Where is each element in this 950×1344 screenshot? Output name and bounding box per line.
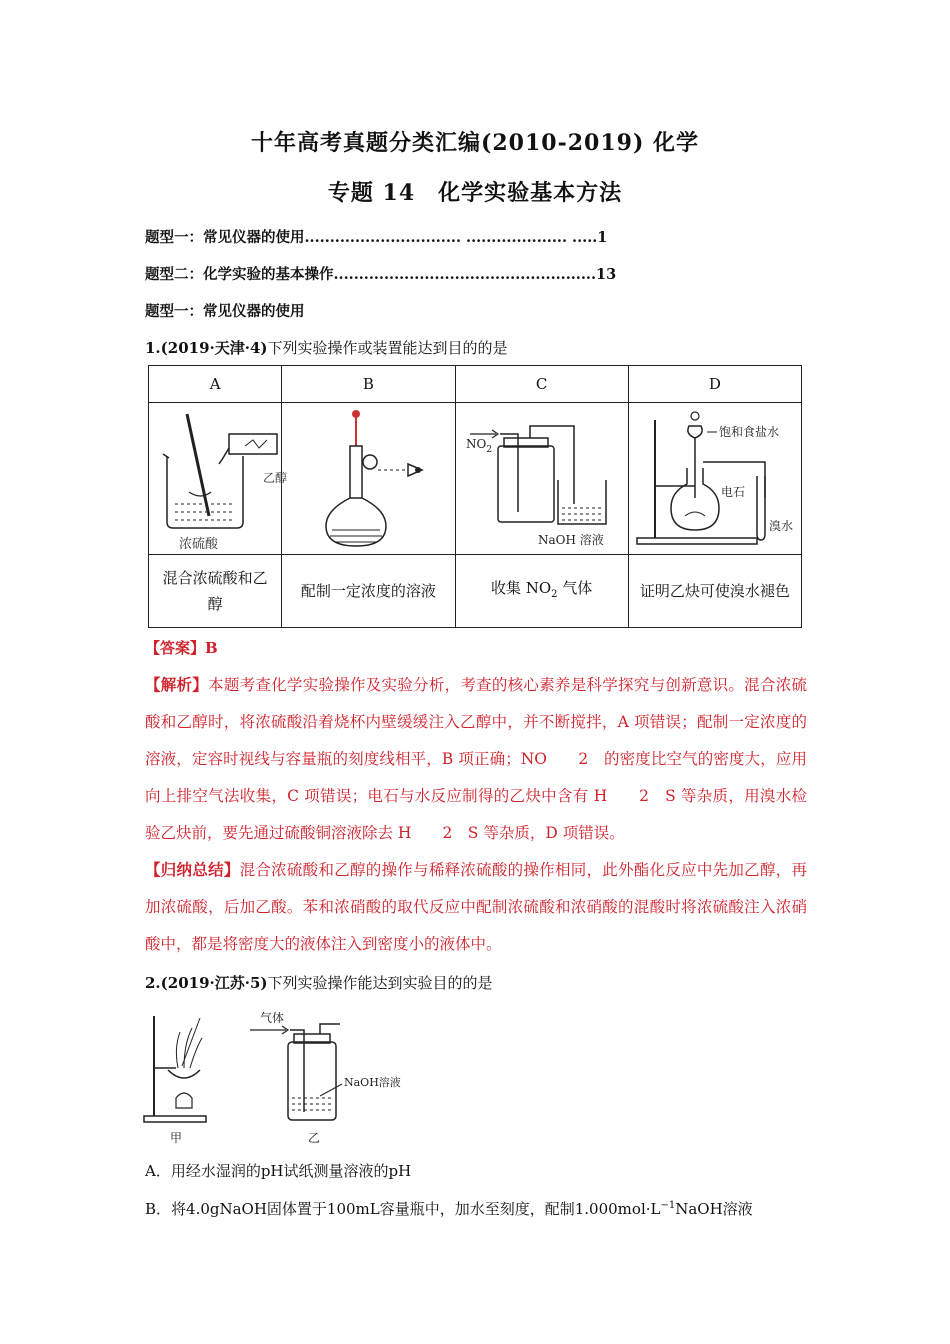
label-jia: 甲: [170, 1131, 183, 1145]
figure-b-cell: [282, 403, 455, 555]
figure-c-gas-collection: [456, 404, 628, 554]
q1-stem: [145, 337, 508, 358]
figure-c-cell: [455, 403, 628, 555]
label-gas: 气体: [260, 1011, 285, 1025]
col-header-d: D: [628, 366, 801, 403]
q1-summary: 【归纳总结】混合浓硫酸和乙醇的操作与稀释浓硫酸的操作相同，此外酯化反应中先加乙醇，再加浓硫酸，后加乙酸。苯和浓硝酸的取代反应中配制浓硫酸和浓硝酸的混酸时将浓硫酸注入浓硝酸中，都是将密度大的液体注入到密度小的液体中。: [145, 860, 807, 953]
q2-option-a: A．用经水湿润的pH试纸测量溶液的pH: [145, 1162, 412, 1180]
label-calcium-carbide: 电石: [720, 484, 745, 499]
caption-c: 收集 $NO_2$ 气体: [455, 555, 628, 628]
col-header-b: B: [282, 366, 455, 403]
section-title: 题型一：常见仪器的使用: [145, 303, 305, 320]
figure-b-volumetric-flask: [282, 404, 454, 554]
q1-analysis: 【解析】本题考查化学实验操作及实验分析，考查的核心素养是科学探究与创新意识。混合浓硫酸和乙醇时，将浓硫酸沿着烧杯内壁缓缓注入乙醇中，并不断搅拌，A 项错误；配制一定浓度的溶液，定容时视线与容量瓶的刻度线相平，B 项正确；NO 2 的密度比空气的密度大，应用向上排空气法收集，C 项错误；电石与水反应制得的乙炔中含有 H 2 S 等杂质，用溴水检验乙炔前，要先通过硫酸铜溶液除去 H 2 S 等杂质，D 项错误。: [145, 675, 807, 842]
figure-d-cell: [628, 403, 801, 555]
q2-apparatus: [140, 1008, 440, 1148]
label-naoh-c: NaOH 溶液: [537, 532, 604, 547]
caption-b: 配制一定浓度的溶液: [282, 555, 455, 628]
figure-d-acetylene-apparatus: [629, 404, 801, 554]
q1-options-table: [148, 365, 802, 628]
col-header-a: A: [149, 366, 282, 403]
label-yi: 乙: [308, 1131, 321, 1145]
q1-answer: 【答案】B: [145, 639, 218, 657]
document-title: 十年高考真题分类汇编(2010-2019) 化学: [250, 130, 700, 156]
q1-stem-text: 下列实验操作或装置能达到目的的是: [267, 339, 508, 357]
label-no2: $NO_2$: [465, 436, 492, 455]
label-conc-sulfuric: 浓硫酸: [179, 536, 219, 552]
caption-d: 证明乙炔可使溴水褪色: [628, 555, 801, 628]
q1-source: 1.(2019·天津·4): [145, 339, 268, 357]
q2-stem-text: 下列实验操作能达到实验目的的是: [267, 974, 493, 992]
figure-a-beaker: [149, 404, 288, 554]
q2-figures: [140, 1008, 440, 1148]
toc-item-2[interactable]: 题型二：化学实验的基本操作....................................................13: [145, 266, 617, 283]
q2-stem: [145, 972, 493, 993]
caption-a: 混合浓硫酸和乙 醇: [149, 555, 282, 628]
label-ethanol: 乙醇: [263, 470, 288, 485]
q2-option-b: B．将4.0gNaOH固体置于100mL容量瓶中，加水至刻度，配制$1.000mol\cdot L^{-1}NaOH$溶液: [145, 1200, 753, 1218]
label-naoh-solution: NaOH溶液: [344, 1076, 401, 1089]
toc-item-1[interactable]: 题型一：常见仪器的使用............................... .................... .....1: [145, 229, 608, 246]
figure-a-cell: [149, 403, 288, 555]
col-header-c: C: [455, 366, 628, 403]
label-bromine-water: 溴水: [768, 518, 793, 533]
document-subtitle: 专题 14 化学实验基本方法: [327, 180, 623, 206]
q2-source: 2.(2019·江苏·5): [145, 974, 268, 992]
label-saturated-brine: 饱和食盐水: [718, 424, 779, 439]
